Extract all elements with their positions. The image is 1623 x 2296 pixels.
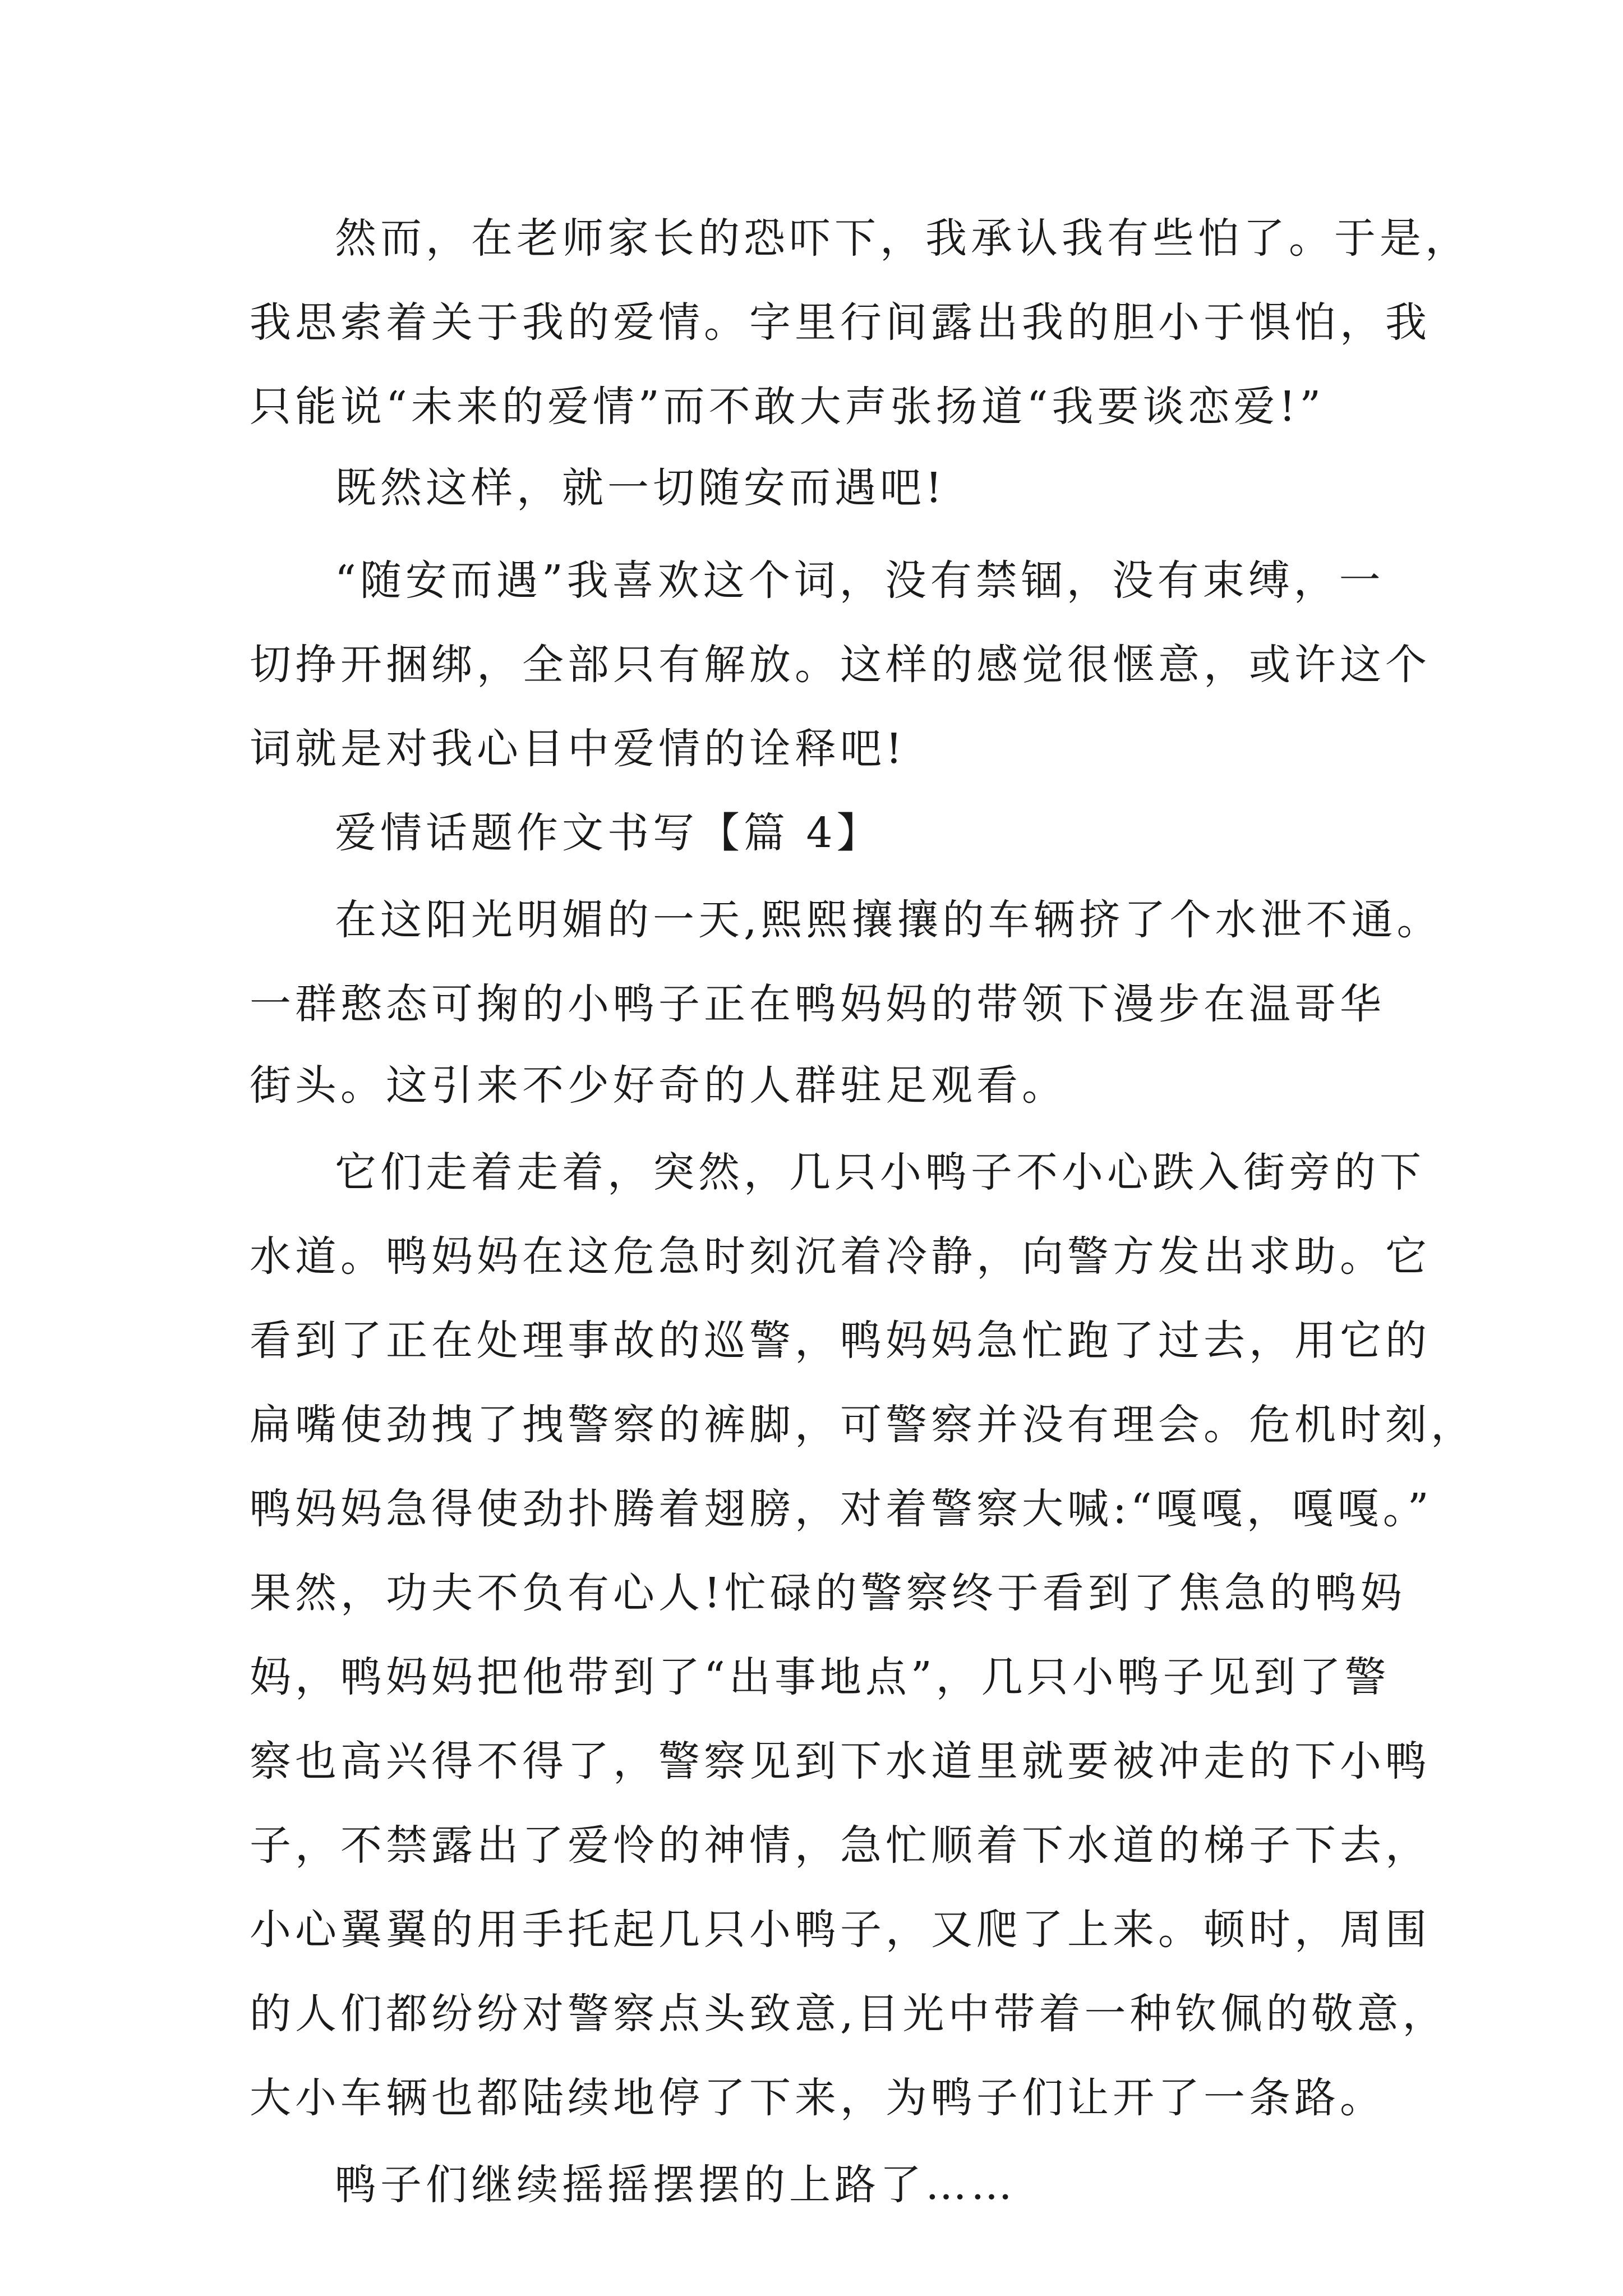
paragraph-line: 察也高兴得不得了，警察见到下水道里就要被冲走的下小鸭	[250, 1737, 1431, 1786]
paragraph-line: 看到了正在处理事故的巡警，鸭妈妈急忙跑了过去，用它的	[250, 1317, 1431, 1365]
paragraph-line: 在这阳光明媚的一天,熙熙攘攘的车辆挤了个水泄不通。	[335, 896, 1442, 944]
paragraph-line: 子，不禁露出了爱怜的神情，急忙顺着下水道的梯子下去，	[250, 1821, 1431, 1870]
paragraph-line: 只能说“未来的爱情”而不敢大声张扬道“我要谈恋爱!”	[250, 383, 1325, 431]
paragraph-line: 扁嘴使劲拽了拽警察的裤脚，可警察并没有理会。危机时刻，	[250, 1401, 1476, 1449]
paragraph-line: 大小车辆也都陆续地停了下来，为鸭子们让开了一条路。	[250, 2074, 1385, 2122]
paragraph-line: 的人们都纷纷对警察点头致意,目光中带着一种钦佩的敬意，	[250, 1990, 1448, 2038]
paragraph-line: 鸭子们继续摇摇摆摆的上路了……	[335, 2161, 1016, 2209]
paragraph-line: 词就是对我心目中爱情的诠释吧!	[250, 725, 906, 773]
paragraph-line: 妈，鸭妈妈把他带到了“出事地点”，几只小鸭子见到了警	[250, 1653, 1390, 1701]
paragraph-line: 既然这样，就一切随安而遇吧!	[335, 464, 946, 512]
paragraph-line: 一群憨态可掬的小鸭子正在鸭妈妈的带领下漫步在温哥华	[250, 980, 1385, 1028]
paragraph-line: “随安而遇”我喜欢这个词，没有禁锢，没有束缚，一	[335, 556, 1385, 605]
paragraph-line: 街头。这引来不少好奇的人群驻足观看。	[250, 1061, 1067, 1110]
paragraph-line: 果然，功夫不负有心人!忙碌的警察终于看到了焦急的鸭妈	[250, 1569, 1406, 1617]
paragraph-line: 它们走着走着，突然，几只小鸭子不小心跌入街旁的下	[335, 1148, 1425, 1197]
paragraph-line: 切挣开捆绑，全部只有解放。这样的感觉很惬意，或许这个	[250, 641, 1431, 689]
paragraph-line: 水道。鸭妈妈在这危急时刻沉着冷静，向警方发出求助。它	[250, 1232, 1431, 1281]
section-heading: 爱情话题作文书写【篇 4】	[335, 809, 882, 857]
paragraph-line: 小心翼翼的用手托起几只小鸭子，又爬了上来。顿时，周围	[250, 1906, 1431, 1954]
paragraph-line: 鸭妈妈急得使劲扑腾着翅膀，对着警察大喊:“嘎嘎，嘎嘎。”	[250, 1485, 1433, 1533]
paragraph-line: 然而，在老师家长的恐吓下，我承认我有些怕了。于是，	[335, 214, 1470, 263]
paragraph-line: 我思索着关于我的爱情。字里行间露出我的胆小于惧怕，我	[250, 298, 1431, 347]
